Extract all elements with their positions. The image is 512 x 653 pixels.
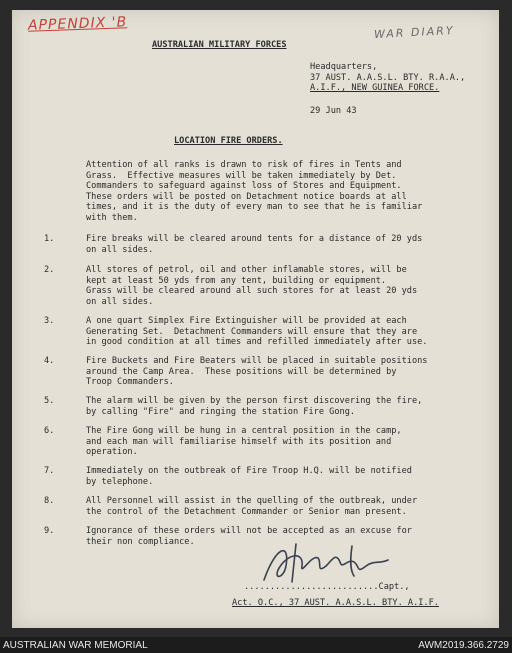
appendix-annotation: APPENDIX 'B (27, 14, 128, 34)
footer-institution: AUSTRALIAN WAR MEMORIAL (3, 640, 148, 651)
order-text: A one quart Simplex Fire Extinguisher will be provided at each Generating Set. Detachment Commanders will ensure that they are in good condition at all times and refilled immediately after use. (86, 316, 428, 347)
order-text: The Fire Gong will be hung in a central position in the camp, and each man will familiarise himself with its position and operation. (86, 426, 402, 457)
intro-paragraph: Attention of all ranks is drawn to risk of fires in Tents and Grass. Effective measures will be taken immediately by Det. Commanders to safeguard against loss of Stores and Equipment. These orders will be posted on Detachment notice boards at all times, and it is the duty of every man to see that he is familiar with them. (86, 160, 423, 223)
order-number: 9. (44, 526, 55, 536)
document-page (12, 10, 499, 628)
hq-line-3: A.I.F., NEW GUINEA FORCE. (310, 83, 440, 93)
handwritten-signature (256, 536, 406, 588)
hq-line-2: 37 AUST. A.A.S.L. BTY. R.A.A., (310, 72, 466, 83)
war-diary-annotation: WAR DIARY (373, 23, 455, 42)
order-number: 3. (44, 316, 55, 326)
order-number: 6. (44, 426, 55, 436)
order-text: The alarm will be given by the person first discovering the fire, by calling "Fire" and ringing the station Fire Gong. (86, 396, 423, 417)
order-number: 7. (44, 466, 55, 476)
order-text: Fire breaks will be cleared around tents for a distance of 20 yds on all sides. (86, 234, 423, 255)
document-date: 29 Jun 43 (310, 106, 357, 116)
signature-capt-line: ..........................Capt., (244, 582, 410, 592)
order-number: 5. (44, 396, 55, 406)
order-number: 8. (44, 496, 55, 506)
order-number: 2. (44, 265, 55, 275)
order-text: Fire Buckets and Fire Beaters will be placed in suitable positions around the Camp Area. These positions will be determined by Troop Commanders. (86, 356, 428, 387)
hq-line-1: Headquarters, (310, 62, 378, 72)
order-text: Ignorance of these orders will not be accepted as an excuse for their non compliance. (86, 526, 412, 547)
order-number: 4. (44, 356, 55, 366)
footer-accession-number: AWM2019.366.2729 (418, 640, 509, 651)
document-title: LOCATION FIRE ORDERS. (174, 136, 283, 146)
order-text: All Personnel will assist in the quelling of the outbreak, under the control of the Detachment Commander or Senior man present. (86, 496, 418, 517)
order-text: Immediately on the outbreak of Fire Troop H.Q. will be notified by telephone. (86, 466, 412, 487)
order-text: All stores of petrol, oil and other inflamable stores, will be kept at least 50 yds from any tent, building or equipment. Grass will be cleared around all such stores for at least 20 yds on all sides. (86, 265, 418, 307)
order-number: 1. (44, 234, 55, 244)
signature-title: Act. O.C., 37 AUST. A.A.S.L. BTY. A.I.F. (232, 598, 439, 608)
hq-block (310, 62, 465, 94)
forces-heading: AUSTRALIAN MILITARY FORCES (152, 40, 287, 50)
